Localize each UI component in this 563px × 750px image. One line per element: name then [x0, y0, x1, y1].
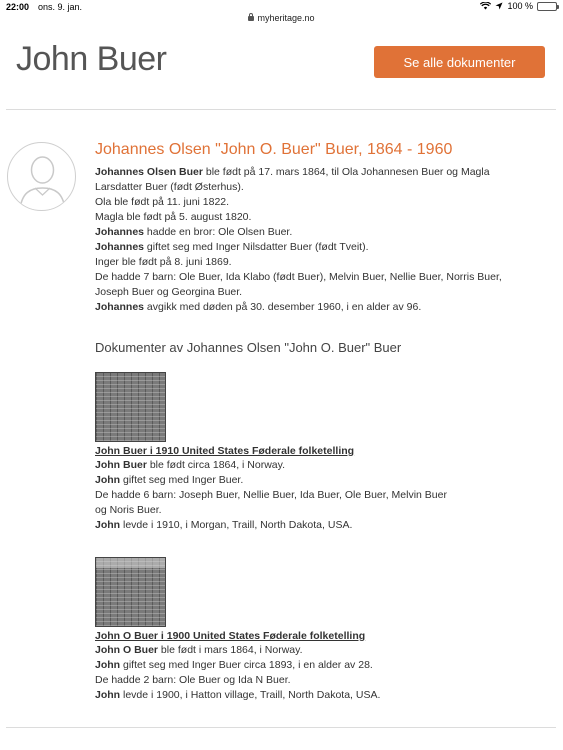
battery-percent: 100 %	[507, 1, 533, 11]
lock-icon	[248, 16, 254, 21]
text-line	[95, 225, 535, 240]
census-1900-link[interactable]: John O Buer i 1900 United States Føderale folketelling	[95, 630, 366, 642]
bold-name: Johannes Olsen Buer	[95, 166, 203, 178]
census-1910-summary	[95, 458, 495, 533]
text-line	[95, 473, 495, 488]
line-text: ble født circa 1864, i Norway.	[146, 459, 286, 471]
bold-name: John Buer	[95, 459, 147, 471]
line-text: De hadde 6 barn: Joseph Buer, Nellie Buer, Ida Buer, Ole Buer, Melvin Buer	[95, 489, 447, 501]
line-text: ble født på 17. mars 1864, til Ola Johannesen Buer og Magla	[202, 166, 490, 178]
text-line	[95, 240, 535, 255]
line-text: De hadde 7 barn: Ole Buer, Ida Klabo (født Buer), Melvin Buer, Nellie Buer, Norris Buer,	[95, 271, 502, 283]
status-bar	[0, 0, 563, 14]
census-1900-thumbnail[interactable]	[95, 557, 166, 627]
bold-name: Johannes	[95, 226, 145, 238]
text-line	[95, 210, 535, 225]
bold-name: John	[95, 474, 121, 486]
bold-name: John	[95, 519, 121, 531]
person-bio	[95, 165, 535, 315]
page-title: John Buer	[16, 40, 167, 78]
bold-name: Johannes	[95, 241, 145, 253]
line-text: hadde en bror: Ole Olsen Buer.	[144, 226, 293, 238]
text-line	[95, 180, 535, 195]
census-1900-summary	[95, 643, 495, 703]
census-1910-link[interactable]: John Buer i 1910 United States Føderale folketelling	[95, 445, 355, 457]
line-text: og Noris Buer.	[95, 504, 162, 516]
line-text: Inger ble født på 8. juni 1869.	[95, 256, 232, 268]
battery-icon	[537, 2, 557, 11]
text-line	[95, 488, 495, 503]
text-line	[95, 270, 535, 285]
divider	[6, 109, 556, 110]
line-text: Joseph Buer og Georgina Buer.	[95, 286, 243, 298]
location-arrow-icon	[495, 2, 503, 10]
text-line	[95, 658, 495, 673]
text-line	[95, 518, 495, 533]
line-text: giftet seg med Inger Nilsdatter Buer (født Tveit).	[144, 241, 369, 253]
person-silhouette-icon	[8, 143, 76, 211]
text-line	[95, 458, 495, 473]
line-text: avgikk med døden på 30. desember 1960, i en alder av 96.	[144, 301, 422, 313]
line-text: levde i 1910, i Morgan, Traill, North Dakota, USA.	[120, 519, 353, 531]
person-heading[interactable]: Johannes Olsen "John O. Buer" Buer, 1864 - 1960	[95, 141, 453, 158]
text-line	[95, 300, 535, 315]
line-text: giftet seg med Inger Buer.	[120, 474, 244, 486]
text-line	[95, 165, 535, 180]
line-text: ble født i mars 1864, i Norway.	[158, 644, 303, 656]
bold-name: John O Buer	[95, 644, 159, 656]
status-right	[480, 1, 557, 11]
documents-heading: Dokumenter av Johannes Olsen "John O. Buer" Buer	[95, 340, 402, 355]
text-line	[95, 195, 535, 210]
line-text: De hadde 2 barn: Ole Buer og Ida N Buer.	[95, 674, 291, 686]
line-text: levde i 1900, i Hatton village, Traill, North Dakota, USA.	[120, 689, 381, 701]
bold-name: John	[95, 659, 121, 671]
text-line	[95, 255, 535, 270]
url-text: myheritage.no	[257, 13, 315, 23]
bold-name: John	[95, 689, 121, 701]
census-1910-thumbnail[interactable]	[95, 372, 166, 442]
line-text: Magla ble født på 5. august 1820.	[95, 211, 252, 223]
text-line	[95, 285, 535, 300]
bold-name: Johannes	[95, 301, 145, 313]
text-line	[95, 688, 495, 703]
text-line	[95, 643, 495, 658]
text-line	[95, 503, 495, 518]
divider-bottom	[6, 727, 556, 728]
line-text: Ola ble født på 11. juni 1822.	[95, 196, 230, 208]
wifi-icon	[480, 2, 491, 10]
text-line	[95, 673, 495, 688]
url-bar[interactable]	[0, 13, 563, 23]
status-time: 22:00	[6, 2, 30, 12]
see-all-documents-button[interactable]: Se alle dokumenter	[374, 46, 545, 78]
line-text: Larsdatter Buer (født Østerhus).	[95, 181, 244, 193]
status-date: ons. 9. jan.	[38, 2, 83, 12]
line-text: giftet seg med Inger Buer circa 1893, i en alder av 28.	[120, 659, 373, 671]
avatar	[7, 142, 76, 211]
